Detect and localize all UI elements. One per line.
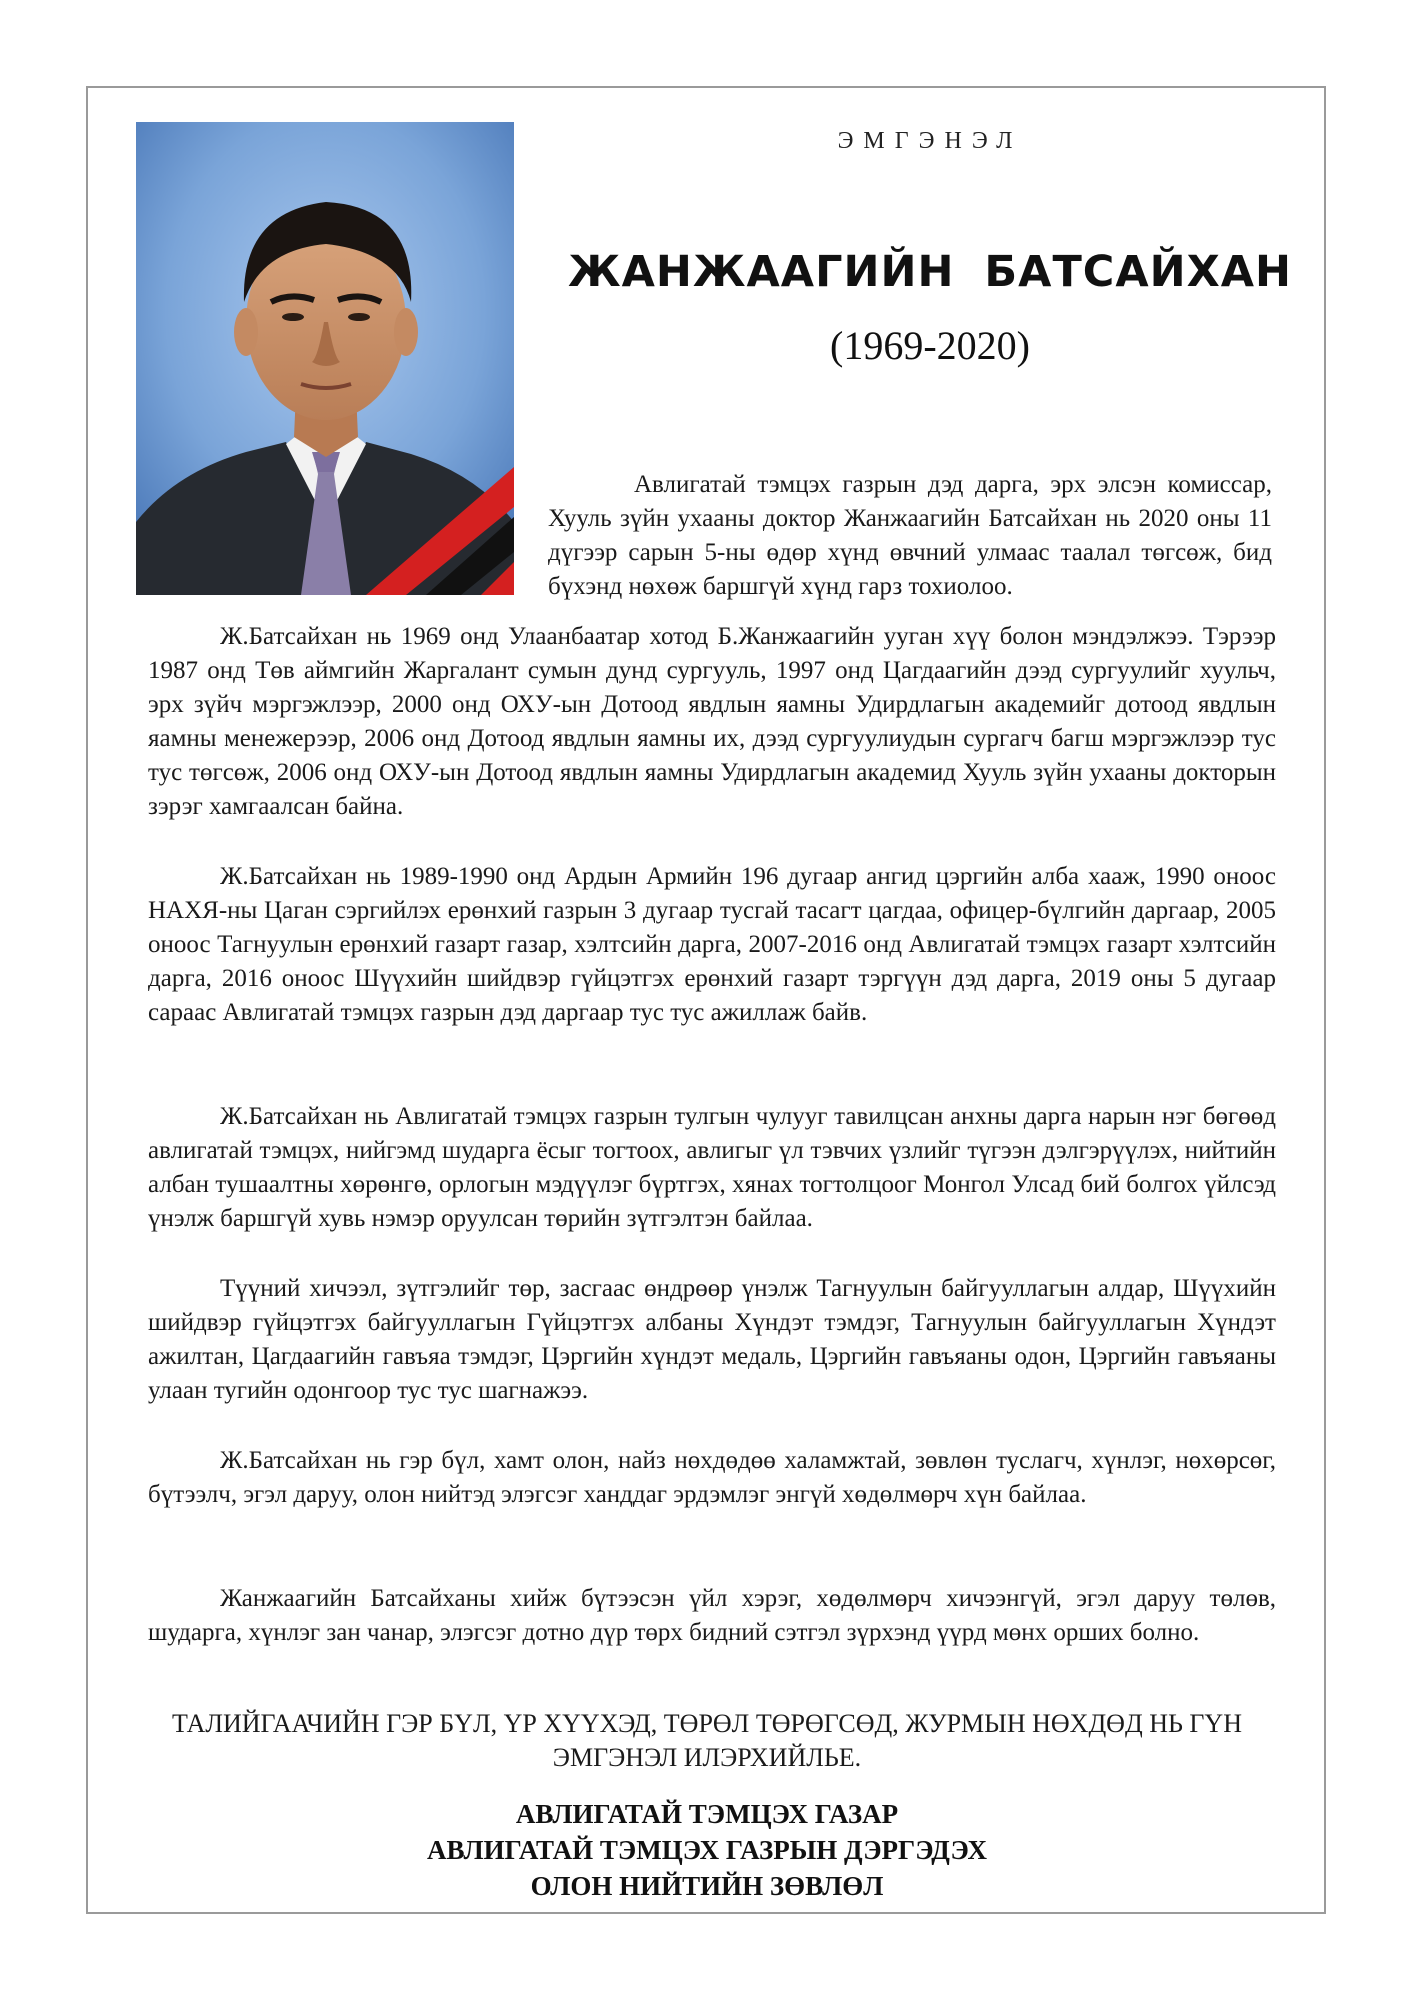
deceased-name: ЖАНЖААГИЙН БАТСАЙХАН: [567, 247, 1293, 297]
portrait-photo: [136, 122, 514, 595]
paragraph-contribution: Ж.Батсайхан нь Авлигатай тэмцэх газрын тулгын чулууг тавилцсан анхны дарга нарын нэг бөгөөд авлигатай тэмцэх, нийгэмд шударга ёсыг тогтоох, авлигыг үл тэвчих үзлийг түгээн дэлгэрүүлэх, нийтийн албан тушаалтны хөрөнгө, орлогын мэдүүлэг бүртгэх, хянах тогтолцоог Монгол Улсад бий болгох үйлсэд үнэлж баршгүй хувь нэмэр оруулсан төрийн зүтгэлтэн байлаа.: [148, 1103, 1276, 1232]
paragraph-awards: Түүний хичээл, зүтгэлийг төр, засгаас өндрөөр үнэлж Тагнуулын байгууллагын алдар, Шүүхийн шийдвэр гүйцэтгэх байгууллагын Гүйцэтгэх албаны Хүндэт тэмдэг, Тагнуулын байгууллагын Хүндэт ажилтан, Цагдаагийн гавъяа тэмдэг, Цэргийн хүндэт медаль, Цэргийн гавъяаны одон, Цэргийн гавъяаны улаан тугийн одонгоор тус тус шагнажээ.: [148, 1275, 1276, 1404]
signature-line: АВЛИГАТАЙ ТЭМЦЭХ ГАЗАР: [515, 1799, 899, 1829]
signature-line: ОЛОН НИЙТИЙН ЗӨВЛӨЛ: [530, 1871, 884, 1901]
condolence-message: ТАЛИЙГААЧИЙН ГЭР БҮЛ, ҮР ХҮҮХЭД, ТӨРӨЛ ТӨРӨГСӨД, ЖУРМЫН НӨХДӨД НЬ ГҮН ЭМГЭНЭЛ ИЛЭРХИЙЛЬЕ.: [172, 1709, 1242, 1772]
signature-line: АВЛИГАТАЙ ТЭМЦЭХ ГАЗРЫН ДЭРГЭДЭХ: [427, 1835, 987, 1865]
paragraph-character: Ж.Батсайхан нь гэр бүл, хамт олон, найз нөхдөдөө халамжтай, зөвлөн туслагч, хүнлэг, нөхөрсөг, бүтээлч, эгэл даруу, олон нийтэд элэгсэг ханддаг эрдэмлэг энгүй хөдөлмөрч хүн байлаа.: [148, 1447, 1276, 1508]
signature-block: [120, 1796, 1294, 1904]
document-label: ЭМГЭНЭЛ: [837, 128, 1023, 154]
paragraph-career: Ж.Батсайхан нь 1989-1990 онд Ардын Армийн 196 дугаар ангид цэргийн алба хааж, 1990 оноос НАХЯ-ны Цаган сэргийлэх ерөнхий газрын 3 дугаар тусгай тасагт цагдаа, офицер-бүлгийн даргаар, 2005 оноос Тагнуулын ерөнхий газарт газар, хэлтсийн дарга, 2007-2016 онд Авлигатай тэмцэх газарт хэлтсийн дарга, 2016 оноос Шүүхийн шийдвэр гүйцэтгэх ерөнхий газарт тэргүүн дэд дарга, 2019 оны 5 дугаар сараас Авлигатай тэмцэх газрын дэд даргаар тус тус ажиллаж байв.: [148, 863, 1276, 1026]
life-years: (1969-2020): [830, 323, 1030, 368]
intro-paragraph: Авлигатай тэмцэх газрын дэд дарга, эрх элсэн комиссар, Хууль зүйн ухааны доктор Жанжаагийн Батсайхан нь 2020 оны 11 дүгээр сарын 5-ны өдөр хүнд өвчний улмаас таалал төгсөж, бид бүхэнд нөхөж баршгүй хүнд гарз тохиолоо.: [548, 471, 1272, 600]
paragraph-biography: Ж.Батсайхан нь 1969 онд Улаанбаатар хотод Б.Жанжаагийн ууган хүү болон мэндэлжээ. Тэрээр 1987 онд Төв аймгийн Жаргалант сумын дунд сургууль, 1997 онд Цагдаагийн дээд сургуулийг хуульч, эрх зүйч мэргэжлээр, 2000 онд ОХУ-ын Дотоод явдлын яамны Удирдлагын академийг дотоод явдлын яамны менежерээр, 2006 онд Дотоод явдлын яамны их, дээд сургуулиудын сургагч багш мэргэжлээр тус тус төгсөж, 2006 онд ОХУ-ын Дотоод явдлын яамны Удирдлагын академид Хууль зүйн ухааны докторын зэрэг хамгаалсан байна.: [148, 623, 1276, 820]
paragraph-memory: Жанжаагийн Батсайханы хийж бүтээсэн үйл хэрэг, хөдөлмөрч хичээнгүй, эгэл даруу төлөв, шударга, хүнлэг зан чанар, элэгсэг дотно дүр төрх бидний сэтгэл зүрхэнд үүрд мөнх орших болно.: [148, 1585, 1276, 1646]
